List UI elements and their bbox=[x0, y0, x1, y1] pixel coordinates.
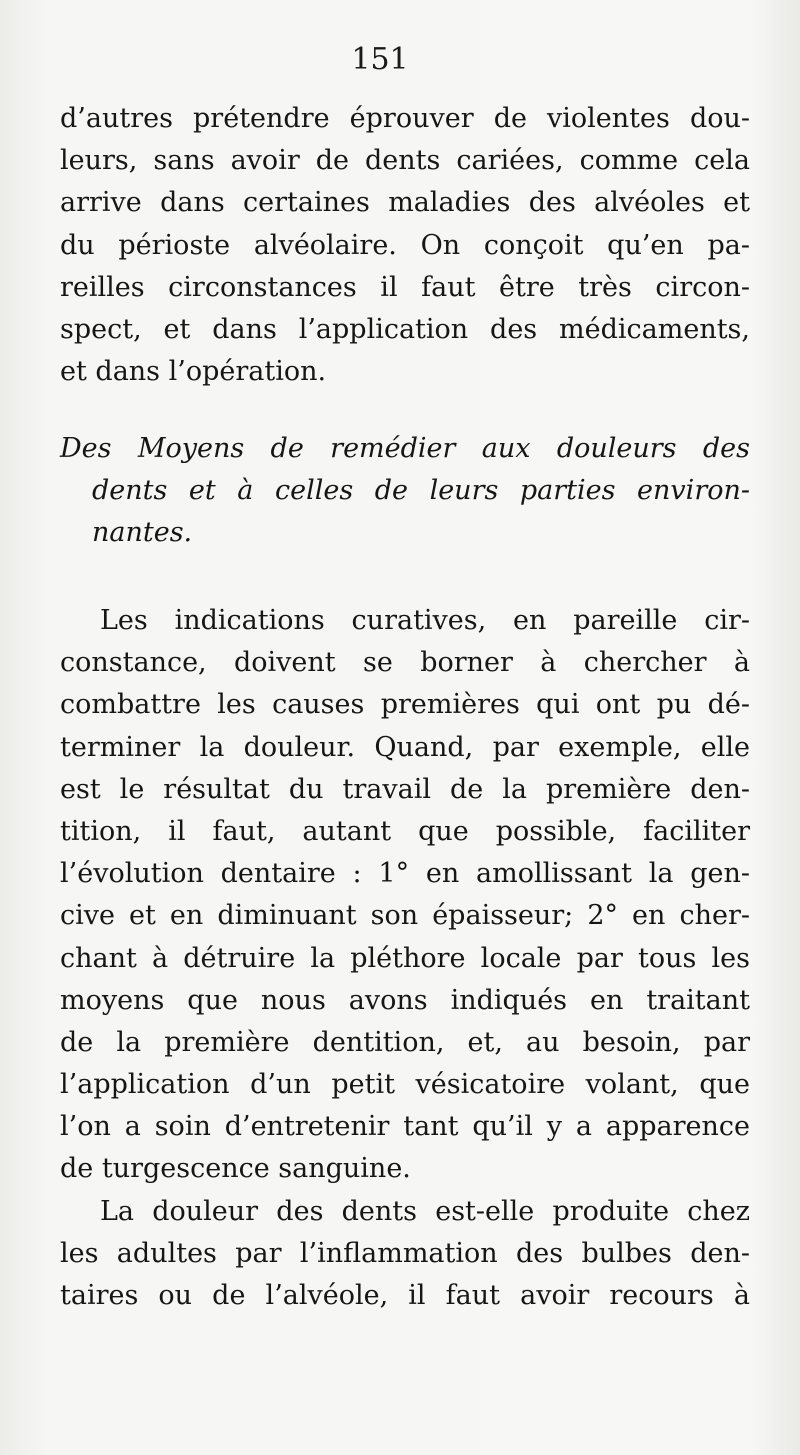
text-line: Les indications curatives, en pareille cir- bbox=[100, 605, 750, 636]
text-line: et dans l’opération. bbox=[60, 356, 327, 388]
page-number: 151 bbox=[351, 42, 409, 77]
text-line: arrive dans certaines maladies des alvéoles et bbox=[60, 187, 750, 219]
text-line: de turgescence sanguine. bbox=[60, 1153, 411, 1185]
text-line: l’on a soin d’entretenir tant qu’il y a apparence bbox=[60, 1111, 750, 1143]
text-line: tition, il faut, autant que possible, faciliter bbox=[60, 815, 750, 847]
heading-line: nantes. bbox=[92, 517, 193, 549]
text-line: cive et en diminuant son épaisseur; 2° en cher- bbox=[60, 900, 750, 932]
text-line: de la première dentition, et, au besoin, par bbox=[60, 1026, 750, 1058]
text-line: est le résultat du travail de la première den- bbox=[60, 773, 750, 805]
text-line: l’application d’un petit vésicatoire volant, que bbox=[60, 1069, 750, 1101]
text-line: chant à détruire la pléthore locale par tous les bbox=[60, 942, 750, 974]
text-line: leurs, sans avoir de dents cariées, comme cela bbox=[60, 145, 750, 177]
text-line: l’évolution dentaire : 1° en amollissant la gen- bbox=[60, 858, 750, 890]
text-line: moyens que nous avons indiqués en traitant bbox=[60, 984, 750, 1016]
text-line: d’autres prétendre éprouver de violentes dou- bbox=[60, 103, 750, 134]
text-line: spect, et dans l’application des médicaments, bbox=[60, 313, 750, 345]
text-line: reilles circonstances il faut être très circon- bbox=[60, 271, 750, 303]
paragraph-body bbox=[60, 600, 750, 1317]
text-line: du périoste alvéolaire. On conçoit qu’en pa- bbox=[60, 229, 750, 261]
heading-line: Des Moyens de remédier aux douleurs des bbox=[60, 433, 750, 464]
text-line: les adultes par l’inflammation des bulbes den- bbox=[60, 1237, 750, 1269]
text-line: La douleur des dents est-elle produite chez bbox=[100, 1195, 750, 1227]
text-line: terminer la douleur. Quand, par exemple, elle bbox=[60, 731, 750, 763]
text-line: taires ou de l’alvéole, il faut avoir recours à bbox=[60, 1280, 750, 1311]
paragraph-continuation bbox=[60, 98, 750, 393]
text-line: constance, doivent se borner à chercher à bbox=[60, 647, 750, 679]
heading-line: dents et à celles de leurs parties environ- bbox=[92, 475, 750, 507]
text-line: combattre les causes premières qui ont pu dé- bbox=[60, 689, 750, 721]
section-heading bbox=[60, 428, 750, 555]
